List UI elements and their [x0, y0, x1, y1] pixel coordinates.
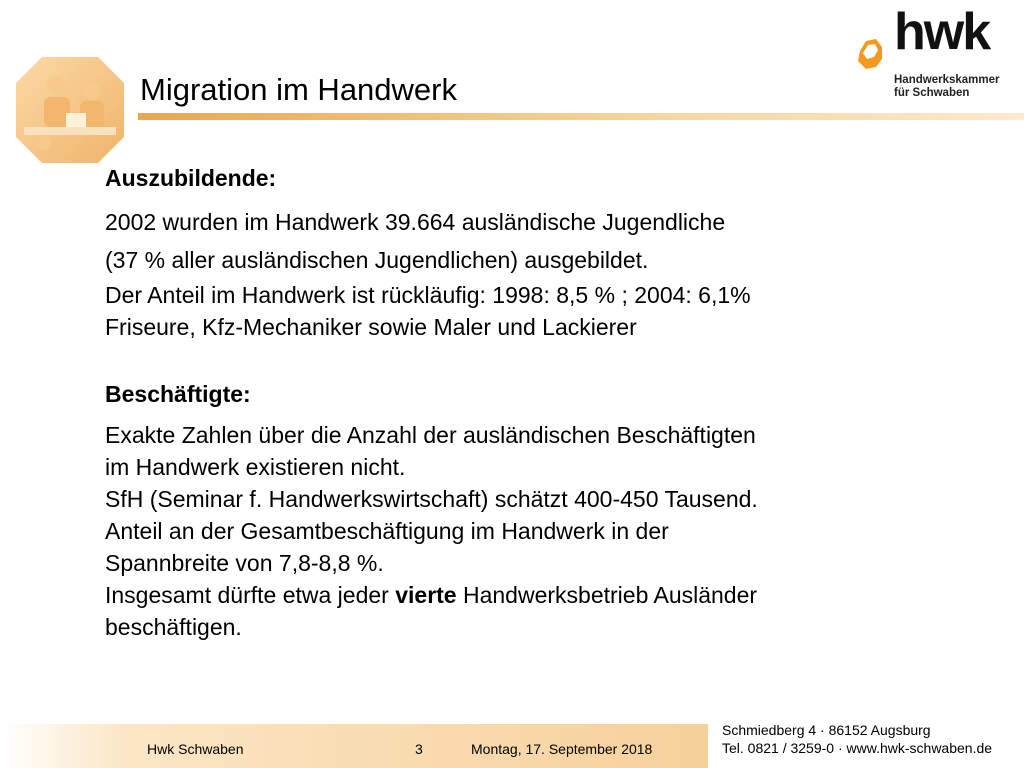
footer-org: Hwk Schwaben — [147, 741, 244, 757]
footer-page-number: 3 — [415, 741, 423, 757]
trainees-line: Der Anteil im Handwerk ist rückläufig: 1998: 8,5 % ; 2004: 6,1% — [105, 282, 751, 308]
footer-date: Montag, 17. September 2018 — [471, 741, 653, 757]
page-title: Migration im Handwerk — [140, 72, 457, 107]
employees-line: beschäftigen. — [105, 614, 242, 640]
employees-line6-post: Handwerksbetrieb Ausländer — [456, 582, 758, 608]
slide-body — [105, 163, 1005, 643]
trainees-line: Friseure, Kfz-Mechaniker sowie Maler und Lackierer — [105, 314, 637, 340]
header-photo — [14, 55, 126, 165]
employees-line: SfH (Seminar f. Handwerkswirtschaft) schätzt 400-450 Tausend. — [105, 486, 758, 512]
employees-line: im Handwerk existieren nicht. — [105, 454, 406, 480]
trainees-heading: Auszubildende: — [105, 165, 277, 191]
employees-line6-pre: Insgesamt dürfte etwa jeder — [105, 582, 396, 608]
footer-address: Schmiedberg 4 · 86152 Augsburg — [722, 722, 931, 738]
logo-wordmark: hwk — [894, 3, 990, 61]
employees-line — [105, 579, 1005, 611]
logo-subtitle-line1: Handwerkskammer — [894, 74, 1000, 86]
logo-subtitle-line2: für Schwaben — [894, 87, 970, 99]
trainees-line: (37 % aller ausländischen Jugendlichen) ausgebildet. — [105, 247, 649, 273]
employees-line6-emphasis: vierte — [395, 582, 457, 608]
logo-subtitle — [894, 74, 999, 100]
footer-contact: Tel. 0821 / 3259-0 · www.hwk-schwaben.de — [722, 740, 993, 756]
employees-line: Spannbreite von 7,8-8,8 %. — [105, 550, 384, 576]
trainees-line: 2002 wurden im Handwerk 39.664 ausländische Jugendliche — [105, 209, 726, 235]
employees-line: Exakte Zahlen über die Anzahl der ausländischen Beschäftigten — [105, 422, 756, 448]
employees-line: Anteil an der Gesamtbeschäftigung im Handwerk in der — [105, 518, 669, 544]
title-underline — [138, 113, 1024, 120]
employees-heading: Beschäftigte: — [105, 381, 251, 407]
